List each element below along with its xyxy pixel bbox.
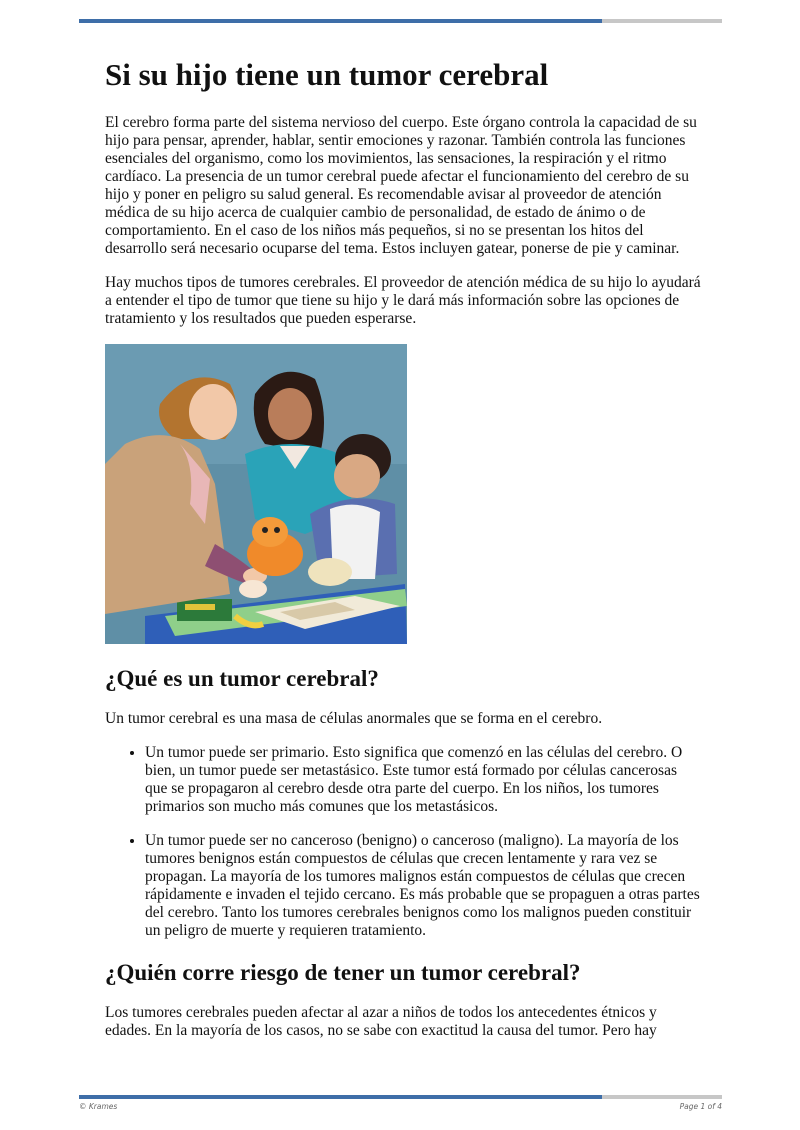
list-item: • Un tumor puede ser no canceroso (benigno) o canceroso (maligno). La mayoría de los tumores benignos están compuestos de células que crecen lentamente y rara vez se propagan. La mayoría de los tumores malignos están compuestos de células que crecen rápidamente e invaden el tejido cercano. Es más probable que se propaguen a otras partes del cerebro. Tanto los tumores cerebrales benignos como los malignos pueden constituir un peligro de muerte y requieren tratamiento. — [145, 832, 703, 940]
document-body — [105, 56, 703, 1040]
bottom-rule-secondary — [602, 1095, 722, 1099]
section-heading-what-is: ¿Qué es un tumor cerebral? — [105, 666, 379, 691]
bottom-rule — [79, 1095, 722, 1099]
top-rule-accent — [79, 19, 602, 23]
intro-paragraph-1: El cerebro forma parte del sistema nervioso del cuerpo. Este órgano controla la capacidad de su hijo para pensar, aprender, hablar, sentir emociones y razonar. También controla las funciones esenciales del organismo, como los movimientos, las sensaciones, la respiración y el ritmo cardíaco. La presencia de un tumor cerebral puede afectar el funcionamiento del cerebro de su hijo y poner en peligro su salud general. Es recomendable avisar al proveedor de atención médica de su hijo acerca de cualquier cambio de personalidad, de estado de ánimo o de comportamiento. En el caso de los niños más pequeños, si no se presentan los hitos del desarrollo será necesario ocuparse del tema. Estos incluyen gatear, ponerse de pie y caminar. — [105, 114, 697, 257]
footer-page-number: Page 1 of 4 — [679, 1102, 722, 1111]
bottom-rule-accent — [79, 1095, 602, 1099]
list-item: • Un tumor puede ser primario. Esto significa que comenzó en las células del cerebro. O bien, un tumor puede ser metastásico. Este tumor está formado por células cancerosas que se propagaron al cerebro desde otra parte del cuerpo. En los niños, los tumores primarios son mucho más comunes que los metastásicos. — [145, 744, 703, 816]
page-title: Si su hijo tiene un tumor cerebral — [105, 57, 549, 92]
section-heading-risk: ¿Quién corre riesgo de tener un tumor cerebral? — [105, 960, 581, 985]
intro-paragraph-2: Hay muchos tipos de tumores cerebrales. El proveedor de atención médica de su hijo lo ayudará a entender el tipo de tumor que tiene su hijo y le dará más información sobre las opciones de tratamiento y los resultados que pueden esperarse. — [105, 274, 701, 327]
section-paragraph-what-is: Un tumor cerebral es una masa de células anormales que se forma en el cerebro. — [105, 710, 603, 727]
top-rule — [79, 19, 722, 23]
top-rule-secondary — [602, 19, 722, 23]
footer-copyright: © Krames — [79, 1102, 118, 1111]
illustration-photo — [105, 344, 407, 644]
section-paragraph-risk: Los tumores cerebrales pueden afectar al azar a niños de todos los antecedentes étnicos y edades. En la mayoría de los casos, no se sabe con exactitud la causa del tumor. Pero hay — [105, 1004, 657, 1039]
bullet-list — [105, 744, 703, 940]
